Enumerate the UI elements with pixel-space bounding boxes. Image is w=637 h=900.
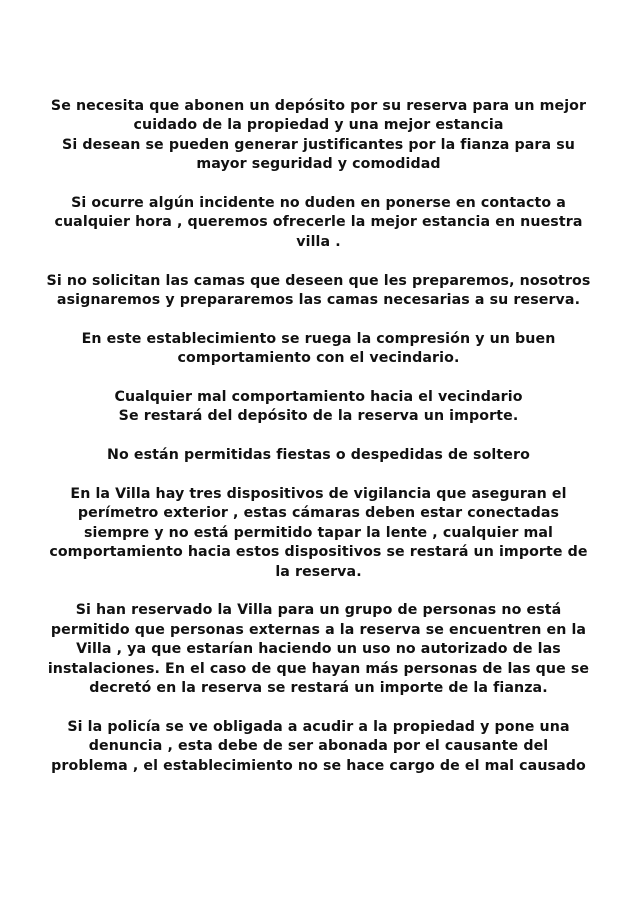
text-line: denuncia , esta debe de ser abonada por el causante del [88, 738, 549, 755]
text-line: Si la policía se ve obligada a acudir a la propiedad y pone una [67, 718, 570, 735]
text-line: comportamiento con el vecindario. [177, 350, 460, 367]
text-line: No están permitidas fiestas o despedidas de soltero [107, 447, 530, 464]
beds-paragraph [0, 272, 637, 311]
text-line: permitido que personas externas a la reserva se encuentren en la [50, 621, 587, 638]
text-line: En la Villa hay tres dispositivos de vigilancia que aseguran el [70, 486, 567, 503]
text-line: Si desean se pueden generar justificantes por la fianza para su [62, 136, 575, 153]
text-line: la reserva. [275, 563, 362, 580]
external-guests-paragraph [0, 601, 637, 698]
text-line: asignaremos y prepararemos las camas necesarias a su reserva. [56, 292, 581, 309]
text-line: Si ocurre algún incidente no duden en ponerse en contacto a [71, 195, 566, 212]
text-line: cuidado de la propiedad y una mejor estancia [133, 117, 504, 134]
text-line: perímetro exterior , estas cámaras deben estar conectadas [77, 505, 560, 522]
text-line: En este establecimiento se ruega la compresión y un buen [81, 330, 556, 347]
text-line: villa . [296, 233, 341, 250]
text-line: Villa , ya que estarían haciendo un uso no autorizado de las [76, 641, 561, 658]
text-line: Cualquier mal comportamiento hacia el vecindario [114, 389, 523, 406]
text-line: siempre y no está permitido tapar la lente , cualquier mal [84, 524, 553, 541]
police-complaint-paragraph [0, 718, 637, 776]
text-line: comportamiento hacia estos dispositivos se restará un importe de [49, 544, 588, 561]
incident-contact-paragraph [0, 194, 637, 252]
text-line: Si han reservado la Villa para un grupo de personas no está [75, 602, 562, 619]
text-line: instalaciones. En el caso de que hayan más personas de las que se [47, 660, 590, 677]
text-line: Si no solicitan las camas que deseen que les preparemos, nosotros [46, 272, 591, 289]
text-line: Se restará del depósito de la reserva un importe. [118, 408, 519, 425]
text-line: problema , el establecimiento no se hace cargo de el mal causado [51, 757, 586, 774]
text-line: decretó en la reserva se restará un importe de la fianza. [89, 680, 548, 697]
surveillance-paragraph [0, 485, 637, 582]
neighborhood-behavior-paragraph [0, 330, 637, 369]
document-body [0, 97, 637, 795]
text-line: Se necesita que abonen un depósito por su reserva para un mejor [50, 98, 587, 114]
no-parties-paragraph [0, 446, 637, 465]
misconduct-deduction-paragraph [0, 388, 637, 427]
deposit-paragraph [0, 97, 637, 175]
text-line: mayor seguridad y comodidad [196, 156, 441, 173]
text-line: cualquier hora , queremos ofrecerle la mejor estancia en nuestra [54, 214, 583, 231]
